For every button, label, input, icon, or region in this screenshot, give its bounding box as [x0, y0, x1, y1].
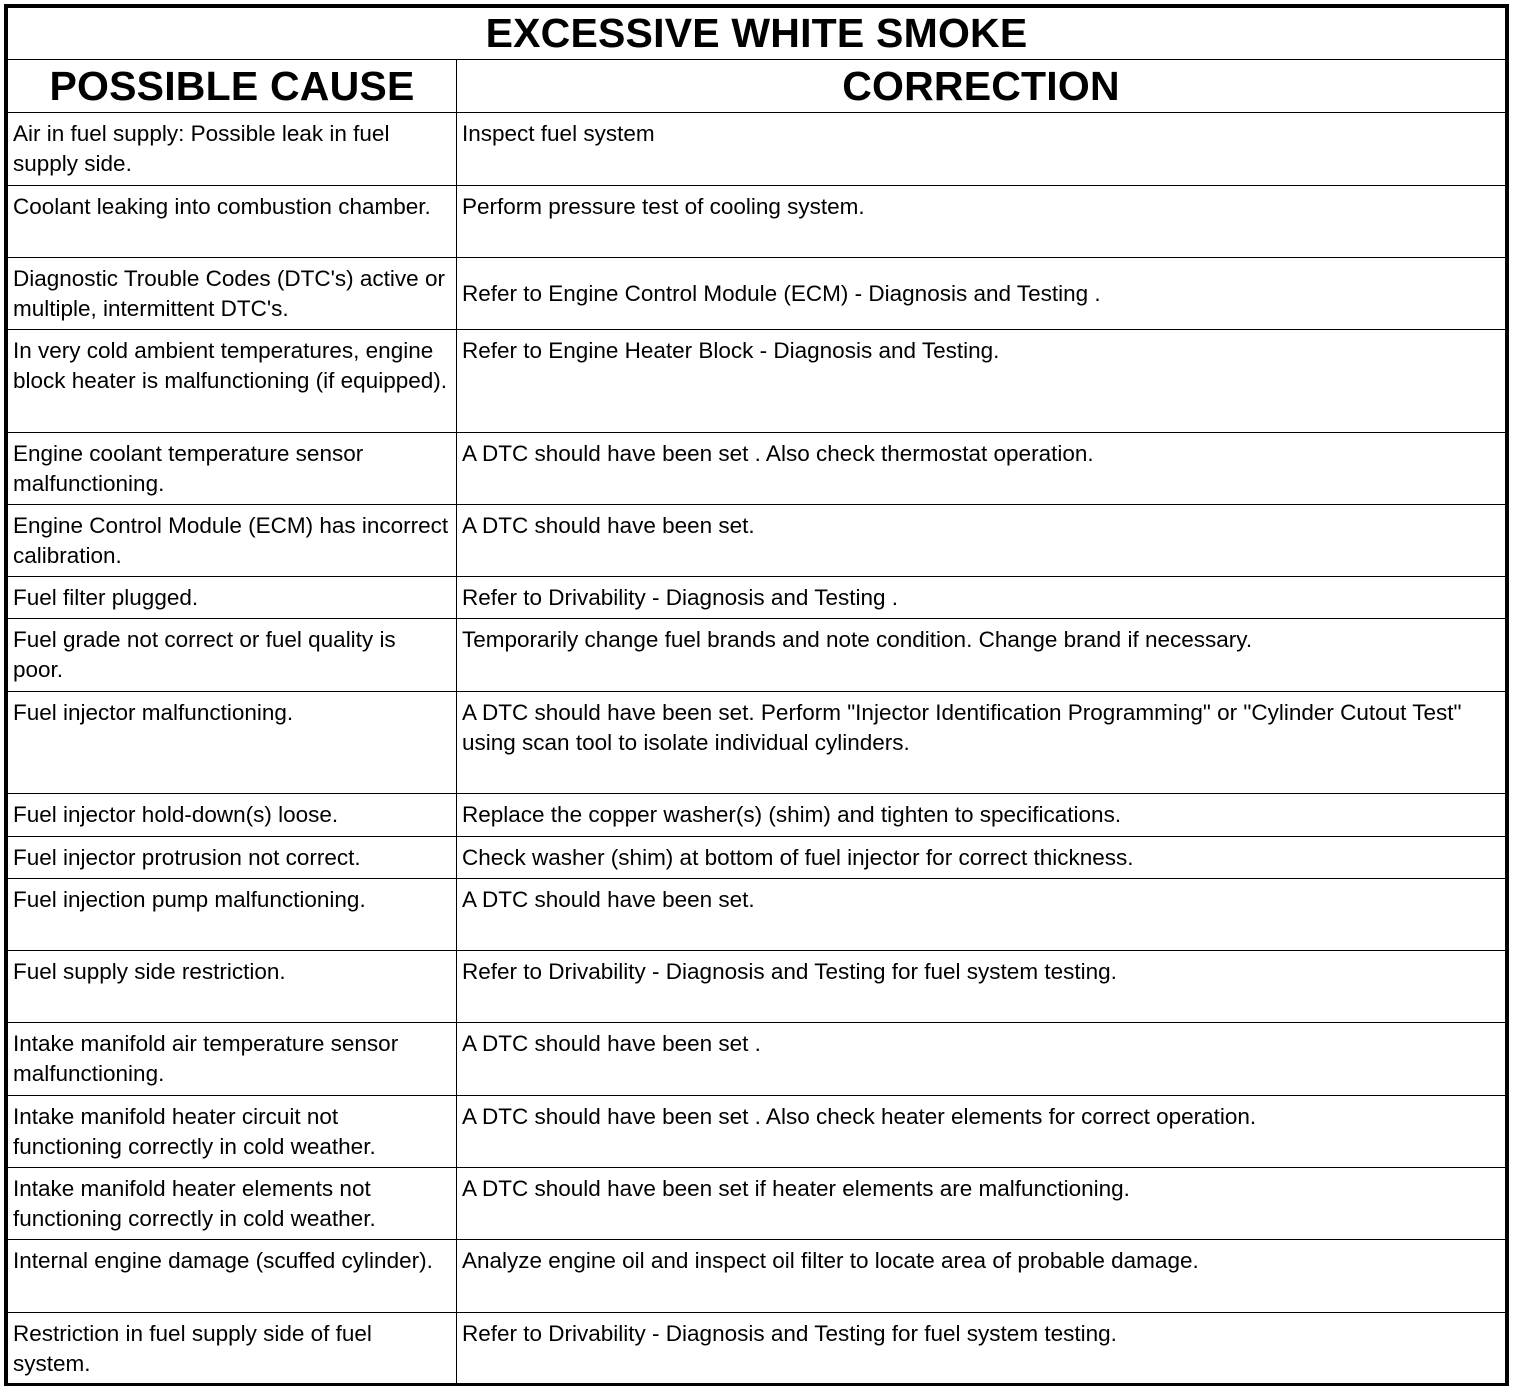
- cause-cell: Restriction in fuel supply side of fuel system.: [8, 1313, 457, 1385]
- table-row: [8, 879, 1506, 951]
- table-row: [8, 1023, 1506, 1096]
- correction-cell: Check washer (shim) at bottom of fuel injector for correct thickness.: [457, 837, 1506, 879]
- correction-cell: A DTC should have been set . Also check heater elements for correct operation.: [457, 1096, 1506, 1168]
- correction-cell: A DTC should have been set . Also check thermostat operation.: [457, 433, 1506, 505]
- header-row: [8, 60, 1506, 113]
- correction-cell: Refer to Drivability - Diagnosis and Testing .: [457, 577, 1506, 619]
- cause-cell: Intake manifold heater circuit not functioning correctly in cold weather.: [8, 1096, 457, 1168]
- cause-cell: In very cold ambient temperatures, engine block heater is malfunctioning (if equipped).: [8, 330, 457, 433]
- correction-cell: Refer to Engine Control Module (ECM) - Diagnosis and Testing .: [457, 258, 1506, 330]
- correction-cell: Refer to Drivability - Diagnosis and Testing for fuel system testing.: [457, 1313, 1506, 1385]
- correction-cell: Replace the copper washer(s) (shim) and tighten to specifications.: [457, 794, 1506, 837]
- cause-cell: Engine coolant temperature sensor malfunctioning.: [8, 433, 457, 505]
- cause-cell: Engine Control Module (ECM) has incorrect calibration.: [8, 505, 457, 577]
- correction-cell: A DTC should have been set if heater elements are malfunctioning.: [457, 1168, 1506, 1240]
- table-row: [8, 1168, 1506, 1240]
- correction-cell: Refer to Drivability - Diagnosis and Testing for fuel system testing.: [457, 951, 1506, 1023]
- correction-cell: A DTC should have been set. Perform "Injector Identification Programming" or "Cylinder Cutout Test" using scan tool to isolate individual cylinders.: [457, 692, 1506, 794]
- table-row: [8, 330, 1506, 433]
- correction-cell: A DTC should have been set.: [457, 879, 1506, 951]
- correction-cell: Perform pressure test of cooling system.: [457, 186, 1506, 258]
- cause-cell: Fuel grade not correct or fuel quality is poor.: [8, 619, 457, 692]
- correction-cell: A DTC should have been set.: [457, 505, 1506, 577]
- diagnosis-table-sheet: [4, 4, 1509, 1386]
- title-row: [8, 8, 1506, 60]
- table-row: [8, 837, 1506, 879]
- table-row: [8, 186, 1506, 258]
- cause-cell: Fuel supply side restriction.: [8, 951, 457, 1023]
- table-row: [8, 619, 1506, 692]
- column-header-correction: CORRECTION: [457, 60, 1506, 113]
- table-row: [8, 433, 1506, 505]
- cause-cell: Fuel injector malfunctioning.: [8, 692, 457, 794]
- cause-cell: Intake manifold air temperature sensor malfunctioning.: [8, 1023, 457, 1096]
- cause-cell: Internal engine damage (scuffed cylinder).: [8, 1240, 457, 1313]
- cause-cell: Intake manifold heater elements not functioning correctly in cold weather.: [8, 1168, 457, 1240]
- correction-cell: Temporarily change fuel brands and note condition. Change brand if necessary.: [457, 619, 1506, 692]
- table-row: [8, 1096, 1506, 1168]
- table-row: [8, 577, 1506, 619]
- correction-cell: Refer to Engine Heater Block - Diagnosis and Testing.: [457, 330, 1506, 433]
- table-row: [8, 258, 1506, 330]
- table-row: [8, 794, 1506, 837]
- table-row: [8, 692, 1506, 794]
- cause-cell: Coolant leaking into combustion chamber.: [8, 186, 457, 258]
- cause-cell: Air in fuel supply: Possible leak in fuel supply side.: [8, 113, 457, 186]
- table-row: [8, 505, 1506, 577]
- correction-cell: Inspect fuel system: [457, 113, 1506, 186]
- diagnosis-table: [7, 7, 1506, 1385]
- table-row: [8, 1240, 1506, 1313]
- cause-cell: Diagnostic Trouble Codes (DTC's) active or multiple, intermittent DTC's.: [8, 258, 457, 330]
- table-row: [8, 1313, 1506, 1385]
- cause-cell: Fuel injector protrusion not correct.: [8, 837, 457, 879]
- correction-cell: Analyze engine oil and inspect oil filter to locate area of probable damage.: [457, 1240, 1506, 1313]
- cause-cell: Fuel injection pump malfunctioning.: [8, 879, 457, 951]
- column-header-cause: POSSIBLE CAUSE: [8, 60, 457, 113]
- table-row: [8, 113, 1506, 186]
- correction-cell: A DTC should have been set .: [457, 1023, 1506, 1096]
- cause-cell: Fuel injector hold-down(s) loose.: [8, 794, 457, 837]
- cause-cell: Fuel filter plugged.: [8, 577, 457, 619]
- table-row: [8, 951, 1506, 1023]
- table-title: EXCESSIVE WHITE SMOKE: [8, 8, 1506, 60]
